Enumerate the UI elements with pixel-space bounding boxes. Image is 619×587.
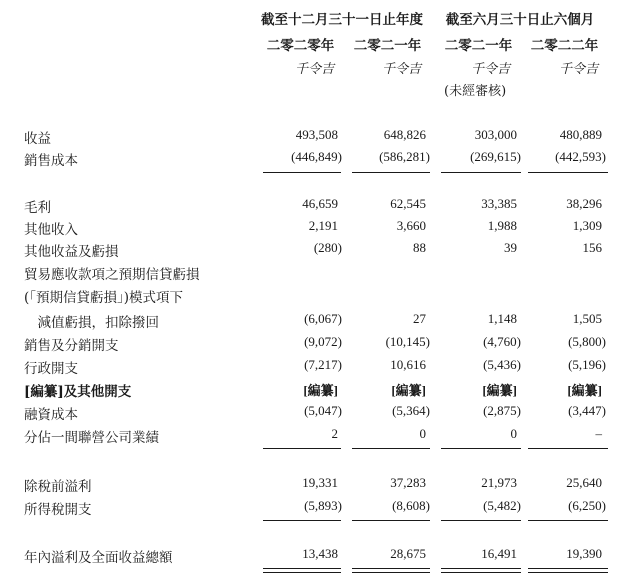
row-label-associate-results: 分佔一間聯營公司業績 — [24, 430, 159, 446]
table-cell: 21,973 — [481, 475, 517, 490]
row-label-admin-expenses: 行政開支 — [24, 361, 78, 377]
table-cell: 25,640 — [566, 475, 602, 490]
total-double-rule — [528, 568, 608, 569]
unaudited-note: (未經審核) — [444, 84, 507, 99]
year-header-2022-h1: 二零二二年 — [530, 38, 599, 54]
table-cell: 37,283 — [390, 475, 426, 490]
table-cell: – — [595, 426, 602, 441]
year-header-2020: 二零二零年 — [266, 38, 335, 54]
row-label-impairment: 減值虧損，扣除撥回 — [24, 315, 159, 331]
table-cell: [編纂] — [567, 383, 602, 398]
total-double-rule — [263, 568, 341, 569]
table-cell: (8,608) — [392, 498, 430, 513]
table-cell: (10,145) — [385, 334, 430, 349]
table-cell: 493,508 — [295, 127, 338, 142]
table-cell: (7,217) — [304, 357, 342, 372]
table-cell: 46,659 — [302, 196, 338, 211]
table-cell: 33,385 — [481, 196, 517, 211]
row-label-profit-before-tax: 除稅前溢利 — [24, 479, 92, 495]
table-cell: (442,593) — [555, 149, 606, 164]
table-cell: 1,988 — [487, 218, 517, 233]
table-cell: (3,447) — [568, 403, 606, 418]
total-double-rule — [441, 568, 521, 569]
table-cell: 13,438 — [302, 546, 338, 561]
subtotal-rule — [352, 520, 430, 521]
year-header-2021-h1: 二零二一年 — [444, 38, 513, 54]
table-cell: [編纂] — [391, 383, 426, 398]
table-cell: (5,893) — [304, 498, 342, 513]
table-cell: 0 — [419, 426, 426, 441]
subtotal-rule — [441, 448, 521, 449]
total-double-rule — [441, 572, 521, 573]
table-cell: (5,196) — [568, 357, 606, 372]
subtotal-rule — [528, 172, 608, 173]
table-cell: (5,364) — [392, 403, 430, 418]
table-cell: 0 — [510, 426, 517, 441]
row-label-cost-of-sales: 銷售成本 — [24, 153, 78, 169]
table-cell: [編纂] — [303, 383, 338, 398]
table-cell: (280) — [313, 240, 342, 255]
table-cell: 39 — [504, 240, 517, 255]
table-cell: (269,615) — [470, 149, 521, 164]
table-cell: 19,331 — [302, 475, 338, 490]
period-header-six-months: 截至六月三十日止六個月 — [445, 12, 595, 28]
table-cell: 19,390 — [566, 546, 602, 561]
subtotal-rule — [352, 172, 430, 173]
row-label-ecl-line1: 貿易應收款項之預期信貸虧損 — [24, 267, 200, 283]
table-cell: 2 — [331, 426, 338, 441]
year-header-2021: 二零二一年 — [353, 38, 422, 54]
table-cell: [編纂] — [482, 383, 517, 398]
row-label-other-gains-losses: 其他收益及虧損 — [24, 244, 119, 260]
subtotal-rule — [263, 448, 341, 449]
table-cell: 38,296 — [566, 196, 602, 211]
table-cell: (6,067) — [304, 311, 342, 326]
table-cell: (5,800) — [568, 334, 606, 349]
total-double-rule — [528, 572, 608, 573]
table-cell: (6,250) — [568, 498, 606, 513]
table-cell: (5,482) — [483, 498, 521, 513]
table-cell: 480,889 — [559, 127, 602, 142]
table-cell: 1,309 — [572, 218, 602, 233]
subtotal-rule — [263, 520, 341, 521]
table-cell: 1,505 — [572, 311, 602, 326]
table-cell: 62,545 — [390, 196, 426, 211]
table-cell: (2,875) — [483, 403, 521, 418]
table-cell: (4,760) — [483, 334, 521, 349]
row-label-revenue: 收益 — [24, 131, 51, 147]
subtotal-rule — [441, 172, 521, 173]
table-cell: 27 — [413, 311, 426, 326]
subtotal-rule — [528, 448, 608, 449]
table-cell: (5,047) — [304, 403, 342, 418]
subtotal-rule — [441, 520, 521, 521]
table-cell: (9,072) — [304, 334, 342, 349]
subtotal-rule — [352, 448, 430, 449]
row-label-total-comprehensive-income: 年內溢利及全面收益總額 — [24, 550, 173, 566]
table-cell: 303,000 — [474, 127, 517, 142]
row-label-income-tax: 所得稅開支 — [24, 502, 92, 518]
table-cell: 88 — [413, 240, 426, 255]
table-cell: (446,849) — [291, 149, 342, 164]
row-label-gross-profit: 毛利 — [24, 200, 51, 216]
table-cell: 2,191 — [308, 218, 338, 233]
table-cell: 156 — [582, 240, 602, 255]
row-label-finance-costs: 融資成本 — [24, 407, 78, 423]
unit-label: 千令吉 — [471, 62, 511, 77]
unit-label: 千令吉 — [382, 62, 422, 77]
table-cell: 10,616 — [390, 357, 426, 372]
total-double-rule — [352, 572, 430, 573]
subtotal-rule — [528, 520, 608, 521]
subtotal-rule — [263, 172, 341, 173]
row-label-selling-expenses: 銷售及分銷開支 — [24, 338, 119, 354]
row-label-ecl-line2: (「預期信貸虧損」)模式項下 — [24, 290, 184, 306]
total-double-rule — [263, 572, 341, 573]
row-label-redacted-expenses: [編纂]及其他開支 — [24, 384, 132, 400]
table-cell: 28,675 — [390, 546, 426, 561]
row-label-other-income: 其他收入 — [24, 222, 78, 238]
unit-label: 千令吉 — [295, 62, 335, 77]
total-double-rule — [352, 568, 430, 569]
period-header-annual: 截至十二月三十一日止年度 — [261, 12, 423, 28]
table-cell: 1,148 — [487, 311, 517, 326]
table-cell: (586,281) — [379, 149, 430, 164]
table-cell: 16,491 — [481, 546, 517, 561]
table-cell: 648,826 — [383, 127, 426, 142]
table-cell: 3,660 — [396, 218, 426, 233]
unit-label: 千令吉 — [559, 62, 599, 77]
table-cell: (5,436) — [483, 357, 521, 372]
